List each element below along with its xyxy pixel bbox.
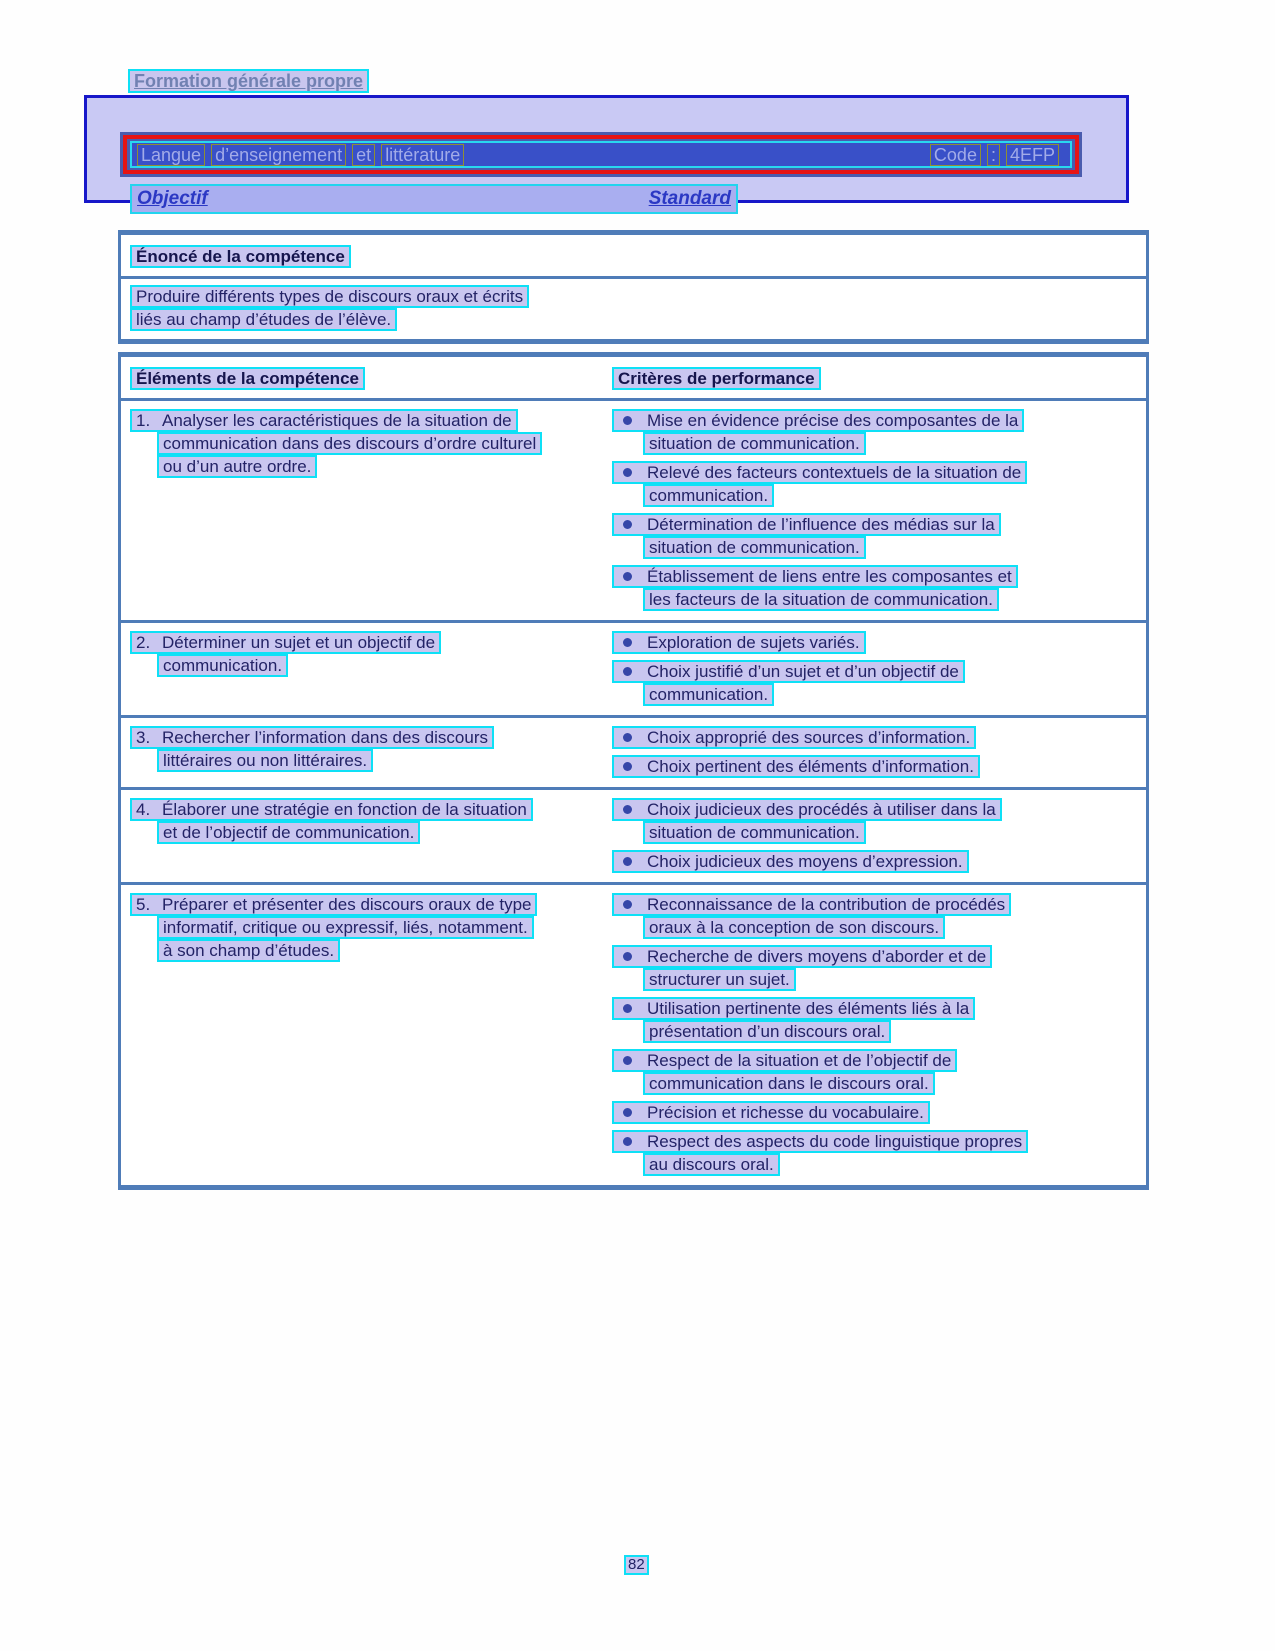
table-row: [121, 885, 1146, 1185]
criteria-bullet: [612, 1130, 1137, 1176]
competence-table: [118, 352, 1149, 1190]
item-line: à son champ d’études.: [157, 939, 340, 962]
code-value: 4EFP: [1006, 144, 1059, 166]
enonce-header-row: [121, 235, 1146, 279]
bullet-line: Utilisation pertinente des éléments liés à la: [612, 997, 975, 1020]
bullet-line: Mise en évidence précise des composantes de la: [612, 409, 1024, 432]
bullet-line: Exploration de sujets variés.: [612, 631, 866, 654]
col2-header: Critères de performance: [612, 367, 821, 390]
criteria-bullet: [612, 565, 1137, 611]
bullet-line: structurer un sujet.: [643, 968, 796, 991]
objectif-heading: Objectif: [137, 188, 208, 209]
bullet-line: Choix approprié des sources d’information.: [612, 726, 976, 749]
enonce-table: [118, 230, 1149, 344]
table-row: [121, 718, 1146, 790]
criteria-bullet: [612, 1049, 1137, 1095]
enonce-header: Énoncé de la compétence: [130, 245, 351, 268]
element-item: [130, 726, 612, 778]
bullet-line: Reconnaissance de la contribution de procédés: [612, 893, 1011, 916]
bullet-icon: [623, 638, 632, 647]
bullet-line: Choix justifié d’un sujet et d’un objectif de: [612, 660, 965, 683]
enonce-line: Produire différents types de discours oraux et écrits: [130, 285, 529, 308]
criteria-bullet: [612, 997, 1137, 1043]
bullet-line: Établissement de liens entre les composantes et: [612, 565, 1018, 588]
bullet-icon: [623, 1056, 632, 1065]
table-row: [121, 623, 1146, 718]
bullet-icon: [623, 1108, 632, 1117]
criteria-bullet: [612, 945, 1137, 991]
bullet-icon: [623, 900, 632, 909]
bullet-line: communication dans le discours oral.: [643, 1072, 935, 1095]
bullet-line: situation de communication.: [643, 432, 866, 455]
title-word: Langue: [137, 144, 205, 166]
bullet-line: au discours oral.: [643, 1153, 780, 1176]
criteria-bullet: [612, 850, 1137, 873]
section-heading-text: Formation générale propre: [128, 69, 369, 93]
competence-header-row: [121, 357, 1146, 401]
criteria-cell: [612, 798, 1137, 873]
bullet-line: Respect des aspects du code linguistique propres: [612, 1130, 1028, 1153]
item-line: et de l’objectif de communication.: [157, 821, 420, 844]
page-number-text: 82: [624, 1555, 649, 1575]
item-number: 1.: [136, 411, 151, 430]
bullet-icon: [623, 762, 632, 771]
bullet-line: présentation d’un discours oral.: [643, 1020, 891, 1043]
item-number: 4.: [136, 800, 151, 819]
standard-heading: Standard: [648, 188, 731, 209]
bullet-line: Détermination de l’influence des médias sur la: [612, 513, 1001, 536]
criteria-cell: [612, 893, 1137, 1176]
title-bar-red-frame: [123, 135, 1079, 174]
criteria-bullet: [612, 409, 1137, 455]
item-line: informatif, critique ou expressif, liés, notamment.: [157, 916, 534, 939]
element-item: [130, 893, 612, 1176]
objectif-standard-strip: [130, 184, 738, 214]
bullet-line: Choix pertinent des éléments d’information.: [612, 755, 980, 778]
criteria-bullet: [612, 631, 1137, 654]
title-word: et: [352, 144, 375, 166]
bullet-icon: [623, 572, 632, 581]
bullet-line: situation de communication.: [643, 536, 866, 559]
title-banner: [84, 95, 1129, 209]
bullet-line: Recherche de divers moyens d’aborder et de: [612, 945, 992, 968]
criteria-cell: [612, 409, 1137, 611]
element-item: [130, 631, 612, 706]
item-line: 5. Préparer et présenter des discours oraux de type: [130, 893, 537, 916]
item-line: ou d’un autre ordre.: [157, 455, 317, 478]
bullet-line: Choix judicieux des procédés à utiliser dans la: [612, 798, 1002, 821]
item-line: 2. Déterminer un sujet et un objectif de: [130, 631, 441, 654]
bullet-line: Relevé des facteurs contextuels de la situation de: [612, 461, 1027, 484]
criteria-bullet: [612, 513, 1137, 559]
title-bar: [120, 132, 1082, 177]
bullet-icon: [623, 952, 632, 961]
bullet-line: communication.: [643, 683, 774, 706]
item-line: 1. Analyser les caractéristiques de la situation de: [130, 409, 518, 432]
bullet-icon: [623, 520, 632, 529]
bullet-line: communication.: [643, 484, 774, 507]
bullet-icon: [623, 733, 632, 742]
criteria-cell: [612, 631, 1137, 706]
item-line: communication dans des discours d’ordre culturel: [157, 432, 542, 455]
bullet-line: oraux à la conception de son discours.: [643, 916, 945, 939]
item-line: 3. Rechercher l’information dans des discours: [130, 726, 494, 749]
criteria-bullet: [612, 660, 1137, 706]
criteria-bullet: [612, 893, 1137, 939]
criteria-cell: [612, 726, 1137, 778]
item-line: communication.: [157, 654, 288, 677]
table-row: [121, 790, 1146, 885]
bullet-icon: [623, 1137, 632, 1146]
title-word: littérature: [381, 144, 464, 166]
title-word: d’enseignement: [211, 144, 346, 166]
page-number: [624, 1555, 649, 1575]
criteria-bullet: [612, 798, 1137, 844]
item-line: 4. Élaborer une stratégie en fonction de la situation: [130, 798, 533, 821]
bullet-icon: [623, 468, 632, 477]
title-bar-line: [130, 141, 1072, 168]
bullet-icon: [623, 1004, 632, 1013]
item-number: 5.: [136, 895, 151, 914]
code-separator: :: [987, 144, 1000, 166]
item-number: 3.: [136, 728, 151, 747]
bullet-icon: [623, 667, 632, 676]
item-number: 2.: [136, 633, 151, 652]
element-item: [130, 409, 612, 611]
bullet-icon: [623, 416, 632, 425]
section-heading: [128, 69, 369, 93]
bullet-icon: [623, 857, 632, 866]
bullet-line: Respect de la situation et de l’objectif de: [612, 1049, 957, 1072]
criteria-bullet: [612, 755, 1137, 778]
criteria-bullet: [612, 726, 1137, 749]
bullet-line: Choix judicieux des moyens d’expression.: [612, 850, 969, 873]
criteria-bullet: [612, 1101, 1137, 1124]
table-row: [121, 401, 1146, 623]
code-label: Code: [930, 144, 981, 166]
bullet-line: Précision et richesse du vocabulaire.: [612, 1101, 930, 1124]
bullet-line: les facteurs de la situation de communication.: [643, 588, 999, 611]
bullet-line: situation de communication.: [643, 821, 866, 844]
enonce-line: liés au champ d’études de l’élève.: [130, 308, 397, 331]
item-line: littéraires ou non littéraires.: [157, 749, 373, 772]
bullet-icon: [623, 805, 632, 814]
element-item: [130, 798, 612, 873]
criteria-bullet: [612, 461, 1137, 507]
col1-header: Éléments de la compétence: [130, 367, 365, 390]
enonce-body: [121, 279, 1146, 339]
